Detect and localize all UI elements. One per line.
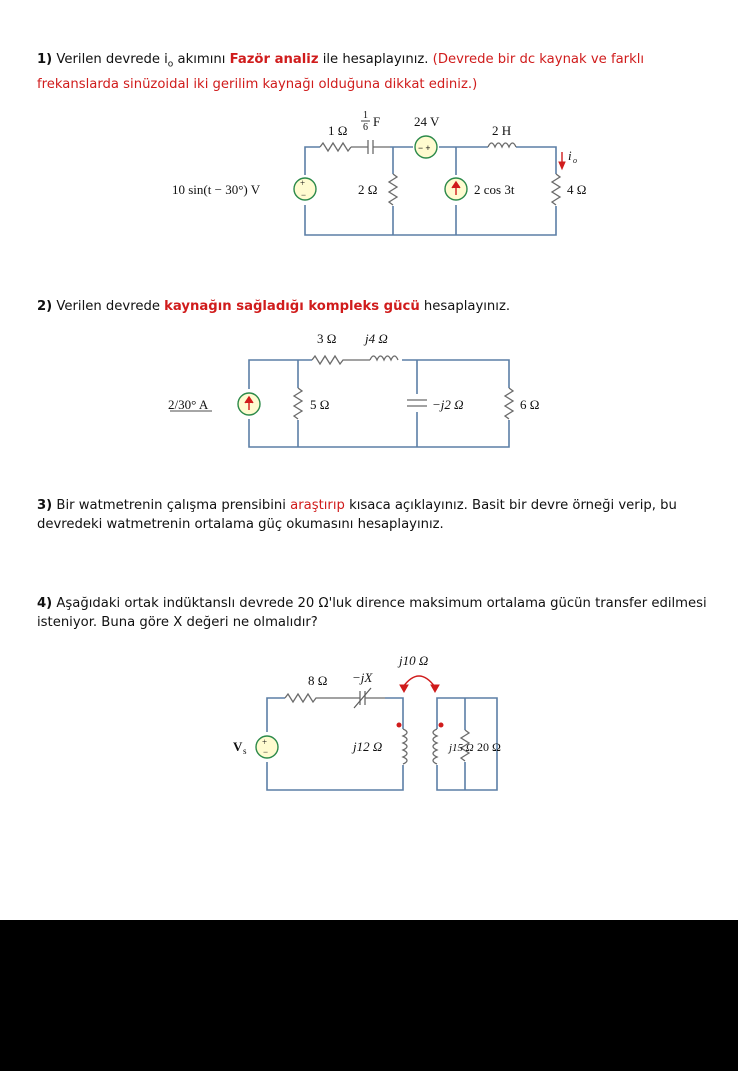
q1-text-a: Verilen devrede i <box>52 52 168 67</box>
c4-vs-label: V <box>233 739 243 754</box>
q1-text-c: ile hesaplayınız. <box>318 52 433 67</box>
c1-outer-wire <box>305 147 556 235</box>
c4-rl-label: 20 Ω <box>477 740 501 754</box>
c2-r3-label: 3 Ω <box>317 331 337 346</box>
c1-cs-label: 2 cos 3t <box>474 182 515 197</box>
c1-r1-label: 1 Ω <box>328 123 348 138</box>
c1-r4-label: 4 Ω <box>567 182 587 197</box>
q1-number: 1) <box>37 52 53 67</box>
c1-vs-plus: + <box>300 178 306 188</box>
q1-highlight: Fazör analiz <box>229 52 319 67</box>
c4-xc-label: −jX <box>352 670 373 685</box>
c1-cap-denominator: 6 <box>363 122 368 133</box>
c1-vs-minus: − <box>301 190 307 200</box>
question-4 <box>37 594 717 632</box>
c4-m-label: j10 Ω <box>399 653 429 668</box>
c4-mutual-arrow-left-icon <box>400 685 408 692</box>
c4-l1-label: j12 Ω <box>353 739 383 754</box>
c2-r6-label: 6 Ω <box>520 397 540 412</box>
c1-cap-unit: F <box>373 114 381 129</box>
c4-r8-label: 8 Ω <box>308 673 328 688</box>
c2-outer-wire <box>249 360 509 447</box>
circuit-2-diagram <box>160 327 560 457</box>
c1-cap-numerator: 1 <box>363 110 368 121</box>
q4-number: 4) <box>37 596 53 611</box>
c2-src-label: 2/30° A <box>168 397 209 412</box>
q2-text-a: Verilen devrede <box>52 299 165 314</box>
c4-l2-label: j15 Ω <box>449 742 474 754</box>
c2-xc-label: −j2 Ω <box>432 397 464 412</box>
c4-vs-minus: − <box>263 747 269 757</box>
q1-note: (Devrede bir dc kaynak ve farklı frekanslarda sinüzoidal iki gerilim kaynağı olduğuna dikkat ediniz.) <box>37 52 645 92</box>
c4-vs-plus: + <box>262 737 268 747</box>
c1-r2-label: 2 Ω <box>358 182 378 197</box>
c2-xl-label: j4 Ω <box>365 331 388 346</box>
q1-text-sub: o <box>167 59 174 70</box>
c1-io-label: i <box>568 148 572 163</box>
q2-highlight: kaynağın sağladığı kompleks gücü <box>164 299 420 314</box>
c1-io-arrowhead-icon <box>559 162 565 169</box>
q3-text-b: kısaca açıklayınız. Basit bir devre örneği verip, bu devredeki watmetrenin ortalama güç okumasını hesaplayınız. <box>37 498 677 532</box>
q1-text-b: akımını <box>173 52 230 67</box>
q3-highlight: araştırıp <box>290 498 345 513</box>
q3-text-a: Bir watmetrenin çalışma prensibini <box>52 498 291 513</box>
circuit-1-diagram <box>170 100 600 245</box>
circuit-4-diagram <box>225 645 525 795</box>
question-1 <box>37 50 717 94</box>
question-2 <box>37 297 717 316</box>
c4-primary-wire <box>267 698 403 790</box>
c1-dc-label: 24 V <box>414 114 440 129</box>
q2-number: 2) <box>37 299 53 314</box>
c4-mutual-arrow-right-icon <box>431 685 439 692</box>
black-bottom-area <box>0 920 738 1071</box>
c1-dc-polarity: − + <box>418 143 431 153</box>
c1-ind-label: 2 H <box>492 123 512 138</box>
q3-number: 3) <box>37 498 53 513</box>
c4-vs-sub: s <box>243 746 247 756</box>
c1-vs-label: 10 sin(t − 30°) V <box>172 182 261 197</box>
c1-io-sub: o <box>573 156 577 165</box>
q2-text-b: hesaplayınız. <box>419 299 511 314</box>
q4-text: Aşağıdaki ortak indüktanslı devrede 20 Ω'luk dirence maksimum ortalama gücün transfer edilmesi isteniyor. Buna göre X değeri ne olmalıdır? <box>37 596 707 630</box>
c4-dot-primary <box>397 723 402 728</box>
question-3 <box>37 496 717 534</box>
c4-dot-secondary <box>439 723 444 728</box>
c2-r5-label: 5 Ω <box>310 397 330 412</box>
